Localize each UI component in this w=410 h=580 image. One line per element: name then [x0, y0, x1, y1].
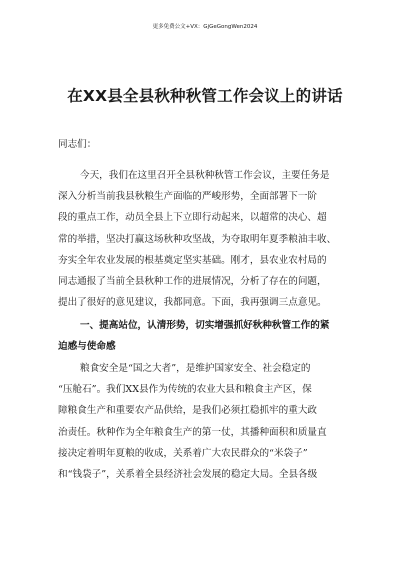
heading-line: 一、提高站位，认清形势，切实增强抓好秋种秋管工作的紧	[80, 320, 330, 331]
salutation-line: 同志们：	[58, 139, 97, 150]
salutation	[58, 134, 360, 155]
paragraph-line: 夯实全年农业发展的根基奠定坚实基础。刚才，县农业农村局的	[58, 254, 327, 266]
paragraph-1	[58, 165, 360, 313]
paragraph-line: 深入分析当前我县秋粮生产面临的严峻形势，全面部署下一阶	[58, 191, 318, 203]
paragraph-line: 接决定着明年夏粮的收成，关系着广大农民群众的“米袋子”	[58, 447, 308, 459]
paragraph-line: 今天，我们在这里召开全县秋种秋管工作会议，主要任务是	[80, 170, 330, 181]
paragraph-line: 常的举措，坚决打赢这场秋种攻坚战，为夺取明年夏季粮油丰收、	[58, 233, 337, 245]
header-note: 更多免费公文+VX：GjGeGongWen2024	[152, 24, 258, 30]
paragraph-line: “压舱石”。我们XX县作为传统的农业大县和粮食主产区，保	[58, 384, 312, 396]
heading-line: 迫感与使命感	[58, 341, 116, 353]
paragraph-line: 粮食安全是“国之大者”，是维护国家安全、社会稳定的	[80, 363, 311, 374]
paragraph-line: 治责任。秋种作为全年粮食生产的第一仗，其播种面积和质量直	[58, 426, 327, 438]
paragraph-line: 段的重点工作，动员全县上下立即行动起来，以超常的决心、超	[58, 212, 327, 224]
paragraph-line: 障粮食生产和重要农产品供给，是我们必须扛稳抓牢的重大政	[58, 405, 318, 417]
paragraph-line: 提出了很好的意见建议，我都同意。下面，我再强调三点意见。	[58, 297, 327, 309]
paragraph-line: 和“钱袋子”，关系着全县经济社会发展的稳定大局。全县各级	[58, 468, 318, 480]
paragraph-2	[58, 358, 360, 485]
paragraph-line: 同志通报了当前全县秋种工作的进展情况，分析了存在的问题，	[58, 275, 327, 287]
document-title: 在XX县全县秋种秋管工作会议上的讲话	[67, 87, 343, 105]
section-heading-1	[58, 315, 360, 357]
